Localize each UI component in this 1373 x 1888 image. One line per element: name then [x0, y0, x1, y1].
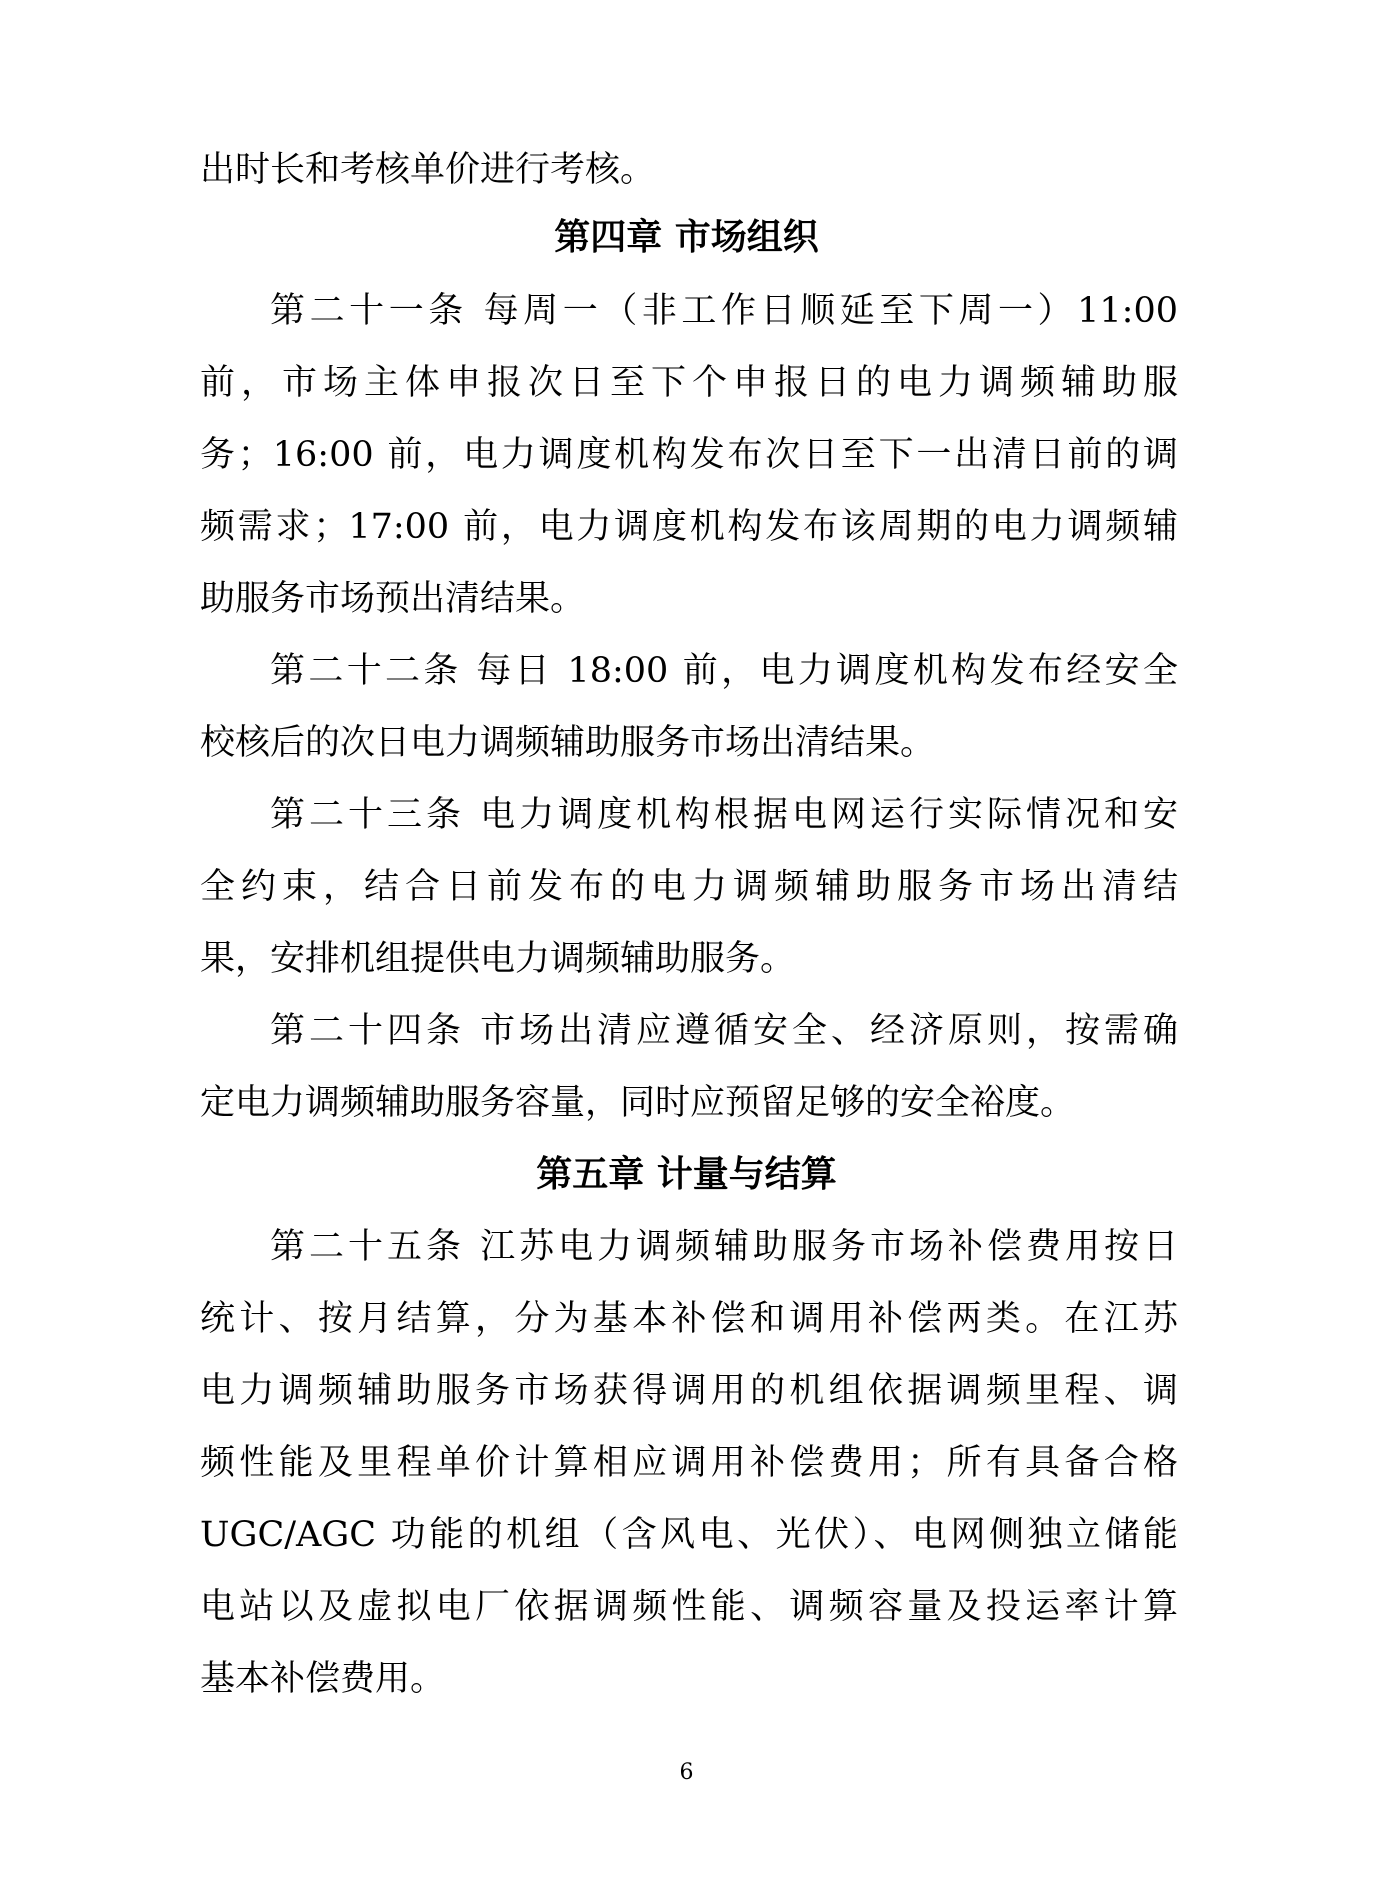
article-25-line-6: 电站以及虚拟电厂依据调频性能、调频容量及投运率计算 — [200, 1587, 1178, 1627]
article-24-label: 第二十四条 — [270, 1011, 465, 1051]
page-number: 6 — [679, 1760, 694, 1785]
article-25-first-line — [270, 1223, 1178, 1271]
article-21-first-line — [270, 287, 1178, 335]
article-21-line-5: 助服务市场预出清结果。 — [200, 579, 586, 619]
article-22-line-2: 校核后的次日电力调频辅助服务市场出清结果。 — [200, 723, 936, 763]
chapter-4-title: 第四章 市场组织 — [554, 217, 819, 258]
article-22-line-1: 每日 18:00 前，电力调度机构发布经安全 — [476, 651, 1178, 691]
article-23-line-2: 全约束，结合日前发布的电力调频辅助服务市场出清结 — [200, 867, 1178, 907]
article-25-line-3: 电力调频辅助服务市场获得调用的机组依据调频里程、调 — [200, 1371, 1178, 1411]
article-23-first-line — [270, 791, 1178, 839]
article-25-line-2: 统计、按月结算，分为基本补偿和调用补偿两类。在江苏 — [200, 1299, 1178, 1339]
article-24-first-line — [270, 1007, 1178, 1055]
article-21-line-1: 每周一（非工作日顺延至下周一）11:00 — [483, 291, 1178, 331]
article-21-line-4: 频需求；17:00 前，电力调度机构发布该周期的电力调频辅 — [200, 507, 1178, 547]
article-25-line-5: UGC/AGC 功能的机组（含风电、光伏）、电网侧独立储能 — [200, 1515, 1178, 1555]
article-25-line-4: 频性能及里程单价计算相应调用补偿费用；所有具备合格 — [200, 1443, 1178, 1483]
article-25-line-7: 基本补偿费用。 — [200, 1659, 446, 1699]
article-23-label: 第二十三条 — [270, 795, 465, 835]
article-21-line-3: 务；16:00 前，电力调度机构发布次日至下一出清日前的调 — [200, 435, 1178, 475]
article-21-label: 第二十一条 — [270, 291, 468, 331]
article-23-line-1: 电力调度机构根据电网运行实际情况和安 — [480, 795, 1178, 835]
article-22-label: 第二十二条 — [270, 651, 462, 691]
article-23-line-3: 果，安排机组提供电力调频辅助服务。 — [200, 939, 796, 979]
continuation-line: 出时长和考核单价进行考核。 — [200, 150, 656, 190]
article-22-first-line — [270, 647, 1178, 695]
article-25-label: 第二十五条 — [270, 1227, 465, 1267]
article-24-line-2: 定电力调频辅助服务容量，同时应预留足够的安全裕度。 — [200, 1083, 1076, 1123]
article-24-line-1: 市场出清应遵循安全、经济原则，按需确 — [480, 1011, 1178, 1051]
chapter-5-title: 第五章 计量与结算 — [536, 1154, 837, 1195]
article-25-line-1: 江苏电力调频辅助服务市场补偿费用按日 — [480, 1227, 1178, 1267]
article-21-line-2: 前，市场主体申报次日至下个申报日的电力调频辅助服 — [200, 363, 1178, 403]
